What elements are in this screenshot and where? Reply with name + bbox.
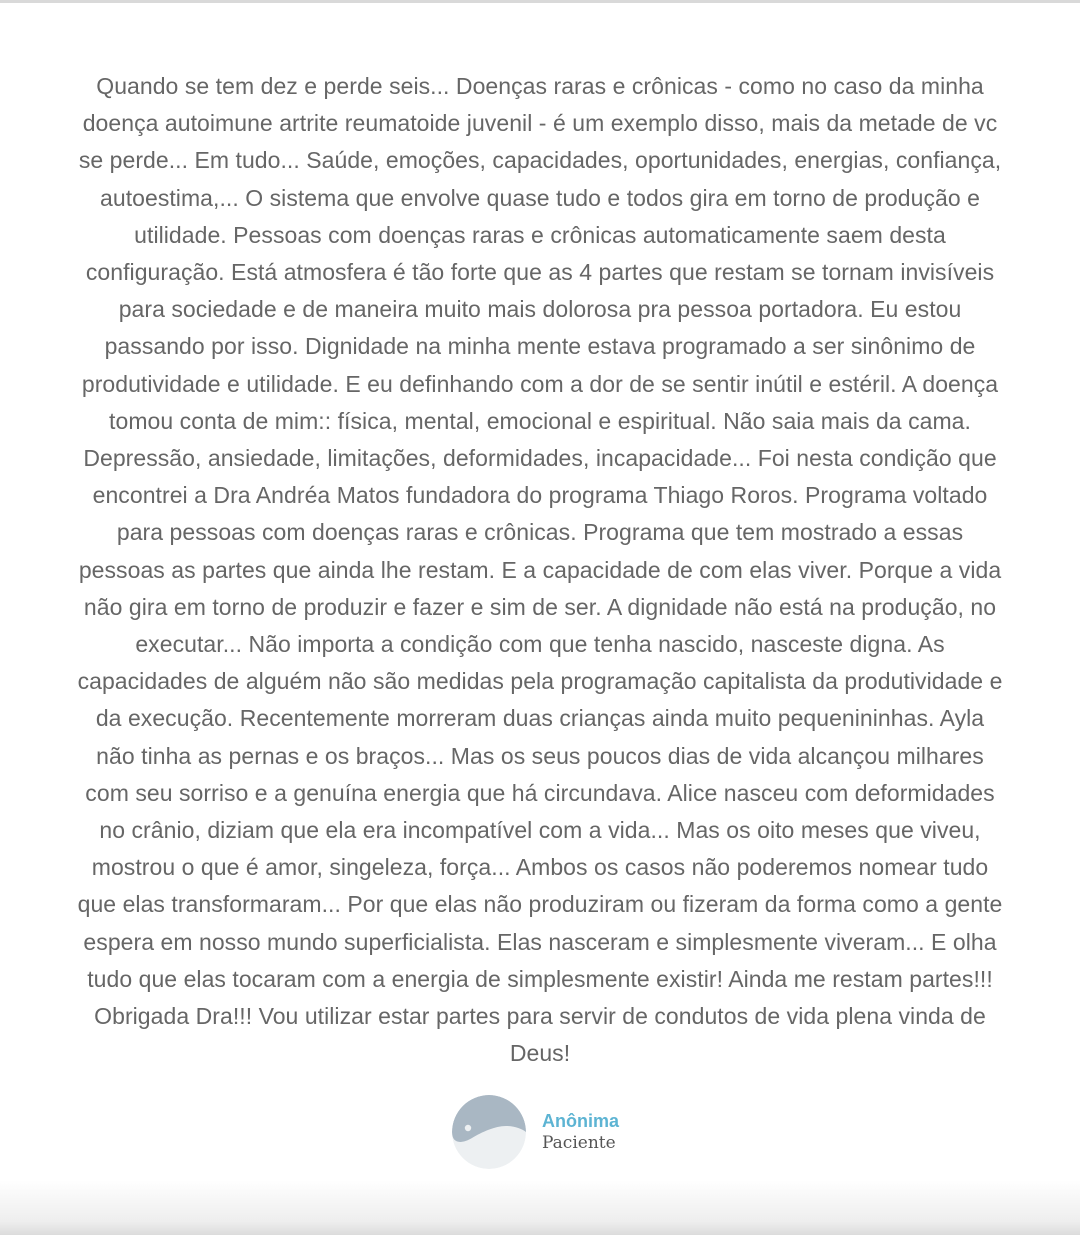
author-meta (542, 1110, 619, 1154)
bottom-shadow (0, 1180, 1080, 1235)
avatar (452, 1095, 526, 1169)
author-name: Anônima (542, 1111, 620, 1131)
yin-yang-swirl-icon (452, 1095, 526, 1169)
author-role: Paciente (542, 1133, 616, 1153)
testimonial-card (30, 68, 1050, 1072)
testimonial-author (452, 1095, 619, 1169)
testimonial-text: Quando se tem dez e perde seis... Doenças raras e crônicas - como no caso da minha doença autoimune artrite reumatoide juvenil - é um exemplo disso, mais da metade de vc se perde... Em tudo... Saúde, emoções, capacidades, oportunidades, energias, confiança, autoestima,... O sistema que envolve quase tudo e todos gira em torno de produção e utilidade. Pessoas com doenças raras e crônicas automaticamente saem desta configuração. Está atmosfera é tão forte que as 4 partes que restam se tornam invisíveis para sociedade e de maneira muito mais dolorosa pra pessoa portadora. Eu estou passando por isso. Dignidade na minha mente estava programado a ser sinônimo de produtividade e utilidade. E eu definhando com a dor de se sentir inútil e estéril. A doença tomou conta de mim:: física, mental, emocional e espiritual. Não saia mais da cama. Depressão, ansiedade, limitações, deformidades, incapacidade... Foi nesta condição que encontrei a Dra Andréa Matos fundadora do programa Thiago Roros. Programa voltado para pessoas com doenças raras e crônicas. Programa que tem mostrado a essas pessoas as partes que ainda lhe restam. E a capacidade de com elas viver. Porque a vida não gira em torno de produzir e fazer e sim de ser. A dignidade não está na produção, no executar... Não importa a condição com que tenha nascido, nasceste digna. As capacidades de alguém não são medidas pela programação capitalista da produtividade e da execução. Recentemente morreram duas crianças ainda muito pequenininhas. Ayla não tinha as pernas e os braços... Mas os seus poucos dias de vida alcançou milhares com seu sorriso e a genuína energia que há circundava. Alice nasceu com deformidades no crânio, diziam que ela era incompatível com a vida... Mas os oito meses que viveu, mostrou o que é amor, singeleza, força... Ambos os casos não poderemos nomear tudo que elas transformaram... Por que elas não produziram ou fizeram da forma como a gente espera em nosso mundo superficialista. Elas nasceram e simplesmente viveram... E olha tudo que elas tocaram com a energia de simplesmente existir! Ainda me restam partes!!! Obrigada Dra!!! Vou utilizar estar partes para servir de condutos de vida plena vinda de Deus! (77, 73, 1003, 1067)
top-divider (0, 0, 1080, 3)
